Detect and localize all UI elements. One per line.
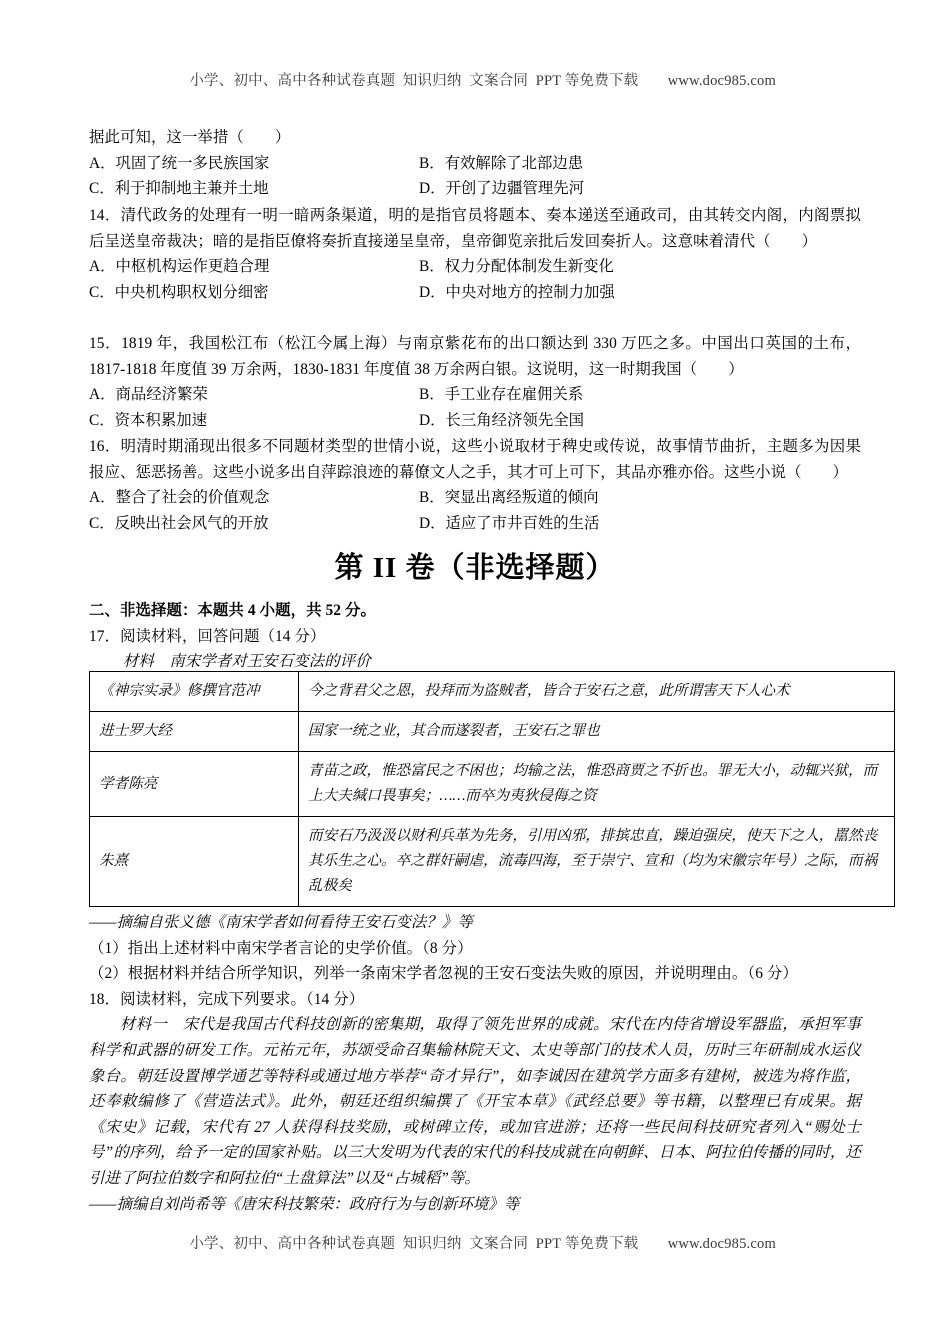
q15-option-a: A．商品经济繁荣: [89, 386, 208, 404]
q16-option-c: C．反映出社会风气的开放: [89, 514, 269, 532]
header-watermark: [0, 52, 950, 107]
q15-option-d: D．长三角经济领先全国: [419, 411, 585, 429]
q15-options-row-2: [89, 408, 861, 434]
header-watermark-text: 小学、初中、高中各种试卷真题 知识归纳 文案合同 PPT 等免费下载 www.doc985.com: [189, 73, 776, 89]
q14-option-b: B．权力分配体制发生新变化: [419, 258, 614, 276]
q17-source-citation: ——摘编自张义德《南宋学者如何看待王安石变法？》等: [89, 914, 473, 931]
footer-watermark-text: 小学、初中、高中各种试卷真题 知识归纳 文案合同 PPT 等免费下载 www.doc985.com: [189, 1236, 776, 1252]
q14-option-d: D．中央对地方的控制力加强: [419, 283, 615, 301]
q16-options-row-1: [89, 485, 861, 511]
table-row: [90, 672, 895, 712]
q15-options-row-1: [89, 382, 861, 408]
q16-stem: 16．明清时期涌现出很多不同题材类型的世情小说，这些小说取材于稗史或传说，故事情节曲折，主题多为因果报应、惩恶扬善。这些小说多出自萍踪浪迹的幕僚文人之手，其才可上可下，其品亦雅亦俗。这些小说（ ）: [89, 438, 861, 481]
q17-sub-2: （2）根据材料并结合所学知识，列举一条南宋学者忽视的王安石变法失败的原因，并说明理由。（6 分）: [89, 965, 798, 983]
q14-stem: 14．清代政务的处理有一明一暗两条渠道，明的是指官员将题本、奏本递送至通政司，由其转交内阁，内阁票拟后呈送皇帝裁决；暗的是指臣僚将奏折直接递呈皇帝，皇帝御览亲批后发回奏折人。这意味着清代（ ）: [89, 207, 861, 250]
q18-source-citation: ——摘编自刘尚希等《唐宋科技繁荣：政府行为与创新环境》等: [89, 1195, 520, 1213]
q14-options-row-1: [89, 254, 861, 280]
question-13-tail: [89, 125, 861, 202]
section-2-heading: 二、非选择题：本题共 4 小题，共 52 分。: [89, 602, 377, 619]
q13-options-row-2: [89, 176, 861, 202]
q16-option-d: D．适应了市井百姓的生活: [419, 514, 600, 532]
question-16: [89, 434, 861, 536]
table-cell-source: 《神宗实录》修撰官范冲: [90, 672, 299, 712]
q18-material-1: 材料一 宋代是我国古代科技创新的密集期，取得了领先世界的成就。宋代在内侍省增设军器监，承担军事科学和武器的研发工作。元祐元年，苏颂受命召集输林院天文、太史等部门的技术人员，历时三年研制成水运仪象台。朝廷设置博学通艺等特科或通过地方举荐“奇才异行”，如李诚因在建筑学方面多有建树，被选为将作监，还奉敕编修了《营造法式》。此外，朝廷还组织编撰了《开宝本草》《武经总要》等书籍，以整理已有成果。据《宋史》记载，宋代有 27 人获得科技奖励，或树碑立传，或加官进游；还将一些民间科技研究者列入“赐处士号”的序列，给予一定的国家补贴。以三大发明为代表的宋代的科技成就在向朝鲜、日本、阿拉伯传播的同时，还引进了阿拉伯数字和阿拉伯“土盘算法”以及“占城稻”等。: [89, 1016, 861, 1187]
table-cell-source: 学者陈亮: [90, 752, 299, 817]
material-table: [89, 671, 895, 907]
q13-stem: 据此可知，这一举措（ ）: [89, 129, 291, 146]
q15-option-b: B．手工业存在雇佣关系: [419, 386, 584, 404]
table-cell-quote: 国家一统之业，其合而遂裂者，王安石之罪也: [299, 712, 895, 752]
table-cell-quote: 而安石乃汲汲以财利兵革为先务，引用凶邪，排摈忠直，躁迫强戾，使天下之人，嚚然丧其乐生之心。卒之群奸嗣虐，流毒四海，至于崇宁、宣和（均为宋徽宗年号）之际，而祸乱极矣: [299, 817, 895, 907]
q13-option-c: C．利于抑制地主兼并土地: [89, 180, 269, 198]
footer-watermark: [0, 1215, 950, 1270]
q16-options-row-2: [89, 511, 861, 537]
q13-option-d: D．开创了边疆管理先河: [419, 180, 585, 198]
q17-sub-1: （1）指出上述材料中南宋学者言论的史学价值。（8 分）: [89, 939, 473, 957]
table-row: [90, 712, 895, 752]
table-cell-source: 进士罗大经: [90, 712, 299, 752]
table-cell-quote: 今之背君父之恩，投拜而为盗贼者，皆合于安石之意，此所谓害天下人心术: [299, 672, 895, 712]
q16-option-b: B．突显出离经叛道的倾向: [419, 489, 599, 507]
q13-option-a: A．巩固了统一多民族国家: [89, 154, 270, 172]
q14-option-c: C．中央机构职权划分细密: [89, 283, 269, 301]
q18-lead: 18．阅读材料，完成下列要求。（14 分）: [89, 990, 365, 1008]
question-14: [89, 203, 861, 305]
q17-material-label: 材料 南宋学者对王安石变法的评价: [122, 653, 371, 671]
section-2-intro: [89, 598, 861, 675]
q13-options-row-1: [89, 151, 861, 177]
q14-options-row-2: [89, 280, 861, 306]
table-row: [90, 817, 895, 907]
question-15: [89, 331, 861, 433]
q13-option-b: B．有效解除了北部边患: [419, 154, 584, 172]
volume-2-heading: 第 II 卷（非选择题）: [334, 552, 616, 584]
q15-option-c: C．资本积累加速: [89, 411, 207, 429]
table-cell-source: 朱熹: [90, 817, 299, 907]
q16-option-a: A．整合了社会的价值观念: [89, 489, 270, 507]
q17-lead: 17．阅读材料，回答问题（14 分）: [89, 627, 326, 645]
table-row: [90, 752, 895, 817]
question-17-tail: [89, 910, 861, 1217]
q15-stem: 15．1819 年，我国松江布（松江今属上海）与南京紫花布的出口额达到 330 万匹之多。中国出口英国的土布，1817-1818 年度值 39 万余两，1830-1831 年度值 38 万余两白银。这说明，这一时期我国（ ）: [89, 335, 861, 378]
q14-option-a: A．中枢机构运作更趋合理: [89, 258, 270, 276]
table-cell-quote: 青苗之政，惟恐富民之不困也；均输之法，惟恐商贾之不折也。罪无大小，动辄兴狱，而上大夫缄口畏事矣；……而卒为夷狄侵侮之资: [299, 752, 895, 817]
